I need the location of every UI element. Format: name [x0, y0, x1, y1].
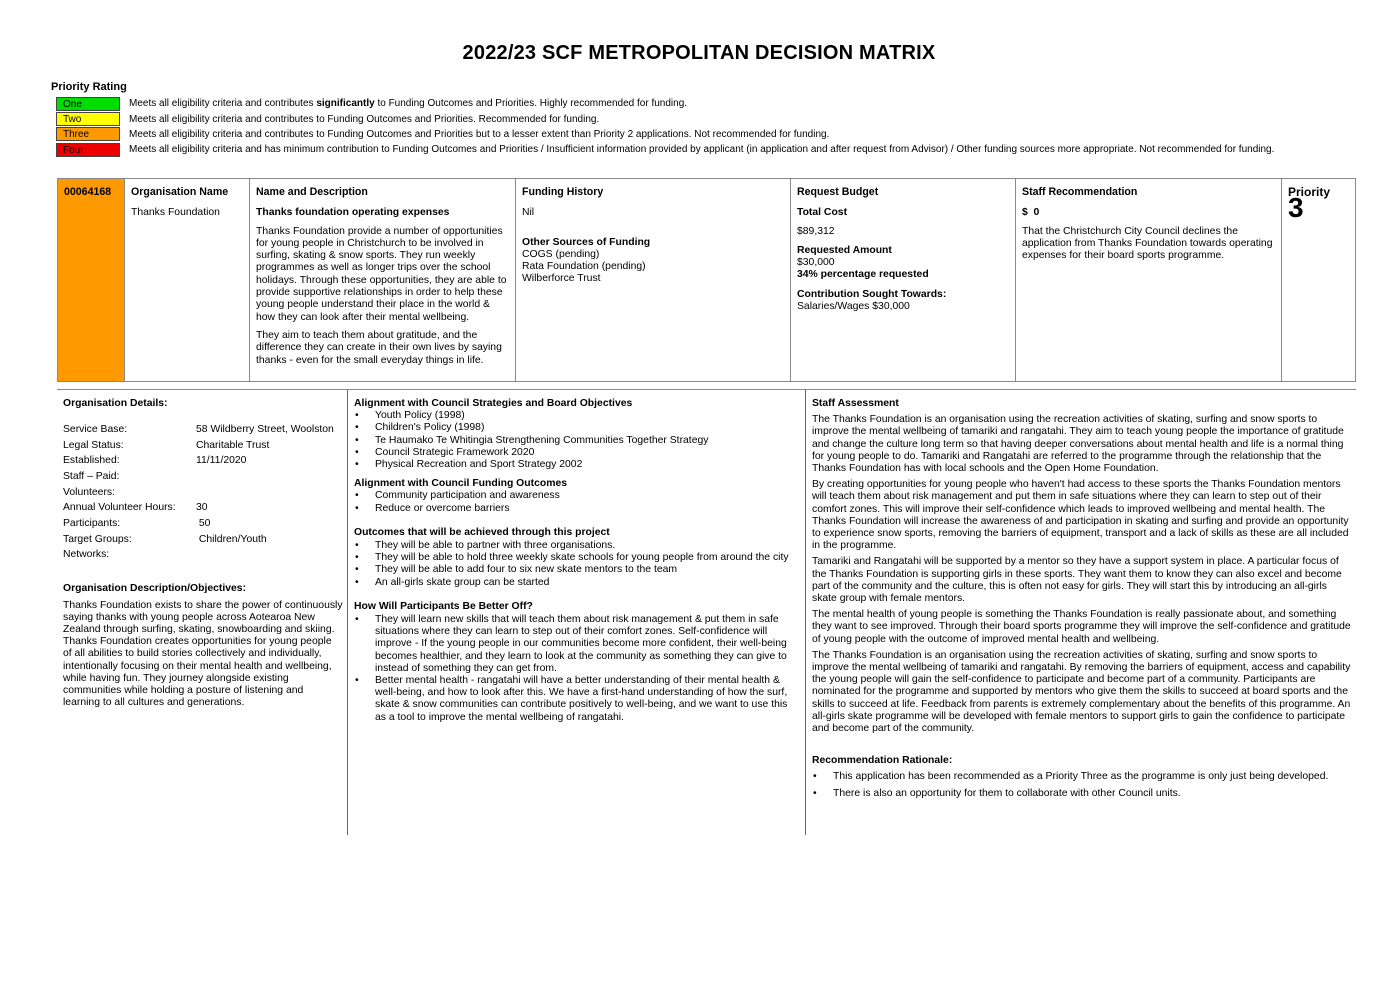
staff-recommendation-text: That the Christchurch City Council declines the application from Thanks Foundation towards operating expenses for their board sports programme.: [1022, 225, 1273, 262]
contribution-label: Contribution Sought Towards:: [797, 288, 947, 300]
assessment-paragraph: The mental health of young people is something the Thanks Foundation is really passionate about, and something they want to see improved. Through their board sports programme they will improve the self-confidence and gratitude of young people with the outcome of improved mental health and wellbeing.: [812, 609, 1351, 645]
list-item: • Te Haumako Te Whitingia Strengthening Communities Together Strategy: [354, 435, 800, 447]
strategies-heading: Alignment with Council Strategies and Board Objectives: [354, 398, 633, 409]
priority-swatch-one: One: [56, 97, 120, 111]
better-off-heading: How Will Participants Be Better Off?: [354, 600, 533, 612]
priority-cell: [1282, 179, 1355, 381]
priority-rating-legend: [56, 96, 1274, 158]
assessment-paragraph: The Thanks Foundation is an organisation using the recreation activities of skating, surfing and snow sports to improve the mental wellbeing of tamariki and rangatahi. They aim to teach young people the importance of gratitude and change the culture long term so that having deeper conversations about mental health and life is a normal thing for young people to do. Tamariki and Rangatahi are referred to the programme through the relationship that the Thanks Foundation has with local schools and the Open Home Foundation.: [812, 414, 1344, 475]
detail-row: Target Groups: Children/Youth: [63, 533, 267, 545]
staff-recommendation-amount: $ 0: [1022, 207, 1040, 219]
project-name: Thanks foundation operating expenses: [256, 207, 450, 219]
other-source-item: Wilberforce Trust: [522, 273, 601, 285]
funding-history-cell: [516, 179, 791, 381]
priority-rating-heading: Priority Rating: [51, 81, 127, 93]
list-item: • They will be able to add four to six new skate mentors to the team: [354, 564, 800, 576]
rationale-list: [812, 771, 1352, 799]
assessment-paragraph: By creating opportunities for young people who haven't had access to these sports the Thanks Foundation mentors will teach them about risk management and put them in safe situations where they can learn to step out of their comfort zones. This will improve their self-confidence which leads to improved wellbeing and mental health. The Thanks Foundation will increase the awareness of and participation in skating and surfing and provide an opportunity to experience snow sports, removing the barriers of equipment, transport and a lack of skills as these are all included in the programme.: [812, 479, 1349, 552]
other-source-item: Rata Foundation (pending): [522, 261, 646, 273]
list-item: • An all-girls skate group can be started: [354, 577, 800, 589]
funding-outcomes-list: [354, 490, 800, 514]
list-item: • Community participation and awareness: [354, 490, 800, 502]
detail-row: Established: 11/11/2020: [63, 455, 247, 467]
alignment-section: [354, 398, 800, 724]
organisation-details-heading: Organisation Details:: [63, 398, 168, 409]
request-budget-heading: Request Budget: [797, 186, 879, 198]
contribution-value: Salaries/Wages $30,000: [797, 301, 910, 313]
name-description-cell: [250, 179, 516, 381]
page-title: 2022/23 SCF METROPOLITAN DECISION MATRIX: [462, 42, 936, 64]
organisation-name-heading: Organisation Name: [131, 186, 229, 198]
priority-row-one: [56, 96, 1274, 111]
priority-value: 3: [1288, 192, 1304, 224]
column-divider-2: [805, 390, 806, 835]
detail-row: Staff – Paid:: [63, 471, 120, 482]
requested-amount-value: $30,000: [797, 257, 835, 269]
organisation-name-cell: [125, 179, 250, 381]
organisation-description: Thanks Foundation exists to share the power of continuously saying thanks with young people across Aotearoa New Zealand through surfing, skating, snowboarding and skiing. Thanks Foundation creates opportunities for young people of all abilities to build stories collectively and individually, intentionally focusing on their mental health and wellbeing, while having fun. They journey alongside existing communities while holding a posture of listening and learning to all cultures and generations.: [63, 599, 343, 709]
priority-swatch-four: Four: [56, 143, 120, 157]
strategies-list: [354, 410, 800, 471]
project-description-2: They aim to teach them about gratitude, and the difference they can create in their own lives by saying thanks - even for the small everyday things in life.: [256, 329, 502, 366]
section-divider: [57, 389, 1356, 390]
list-item: • This application has been recommended as a Priority Three as the programme is only just being developed.: [812, 771, 1352, 783]
staff-recommendation-heading: Staff Recommendation: [1022, 186, 1138, 198]
funding-history-value: Nil: [522, 207, 535, 219]
funding-outcomes-heading: Alignment with Council Funding Outcomes: [354, 478, 567, 490]
staff-recommendation-cell: [1016, 179, 1282, 381]
name-description-heading: Name and Description: [256, 186, 368, 198]
detail-row: Service Base: 58 Wildberry Street, Woolston: [63, 423, 334, 435]
priority-desc-three: Meets all eligibility criteria and contributes to Funding Outcomes and Priorities but to a lesser extent than Priority 2 applications. Not recommended for funding.: [129, 128, 830, 140]
list-item: • They will learn new skills that will teach them about risk management & put them in safe situations where they can learn to step out of their comfort zones. Self-confidence will improve - If the young people in our communities become more confident, their well-being becomes healthier, and they learn to look at the community as something they can give to instead of something they can get from.: [354, 614, 794, 675]
requested-amount-label: Requested Amount: [797, 244, 892, 256]
other-sources-heading: Other Sources of Funding: [522, 236, 651, 248]
funding-history-heading: Funding History: [522, 186, 604, 198]
application-id: 00064168: [64, 186, 112, 198]
list-item: • Youth Policy (1998): [354, 410, 800, 422]
list-item: • Physical Recreation and Sport Strategy 2002: [354, 459, 800, 471]
detail-row: Legal Status: Charitable Trust: [63, 439, 270, 451]
priority-desc-two: Meets all eligibility criteria and contributes to Funding Outcomes and Priorities. Recommended for funding.: [129, 113, 600, 125]
priority-desc-one: Meets all eligibility criteria and contributes significantly to Funding Outcomes and Priorities. Highly recommended for funding.: [129, 98, 688, 110]
priority-row-two: [56, 111, 1274, 126]
request-budget-cell: [791, 179, 1016, 381]
staff-assessment-heading: Staff Assessment: [812, 398, 899, 409]
assessment-paragraph: The Thanks Foundation is an organisation using the recreation activities of skating, surfing and snow sports to improve the mental wellbeing of tamariki and rangatahi. By removing the barriers of equipment, access and capability the young people will gain the self-confidence to participate and become part of a community. Participants are nominated for the programme and supported by mentors who give them the skills to succeed at board sports and the skills to succeed at life. Feedback from parents is extremely complementary about the benefits of this programme. An all-girls skate programme will be developed with female mentors to support girls to gain the confidence to participate and become part of the community.: [812, 649, 1351, 735]
staff-assessment-section: [812, 398, 1352, 800]
list-item: • Children's Policy (1998): [354, 422, 800, 434]
detail-row: Networks:: [63, 549, 110, 561]
priority-heading: Priority: [1288, 185, 1331, 199]
list-item: • They will be able to partner with three organisations.: [354, 540, 800, 552]
application-summary-table: [57, 178, 1356, 382]
priority-swatch-two: Two: [56, 112, 120, 126]
list-item: • There is also an opportunity for them to collaborate with other Council units.: [812, 788, 1352, 800]
assessment-paragraph: Tamariki and Rangatahi will be supported by a mentor so they have a support system in place. A particular focus of the Thanks Foundation is supporting girls in these sports. They want them to know they can also excel and become part of the community and the culture, this is often not easy for girls. They will start this by introducing an all-girls skate group with female mentors.: [812, 556, 1342, 605]
outcomes-achieved-list: [354, 540, 800, 589]
total-cost-label: Total Cost: [797, 207, 848, 219]
organisation-details-section: [63, 398, 343, 709]
priority-row-four: [56, 142, 1274, 157]
column-divider-1: [347, 390, 348, 835]
percentage-requested: 34% percentage requested: [797, 269, 929, 281]
list-item: • Reduce or overcome barriers: [354, 503, 800, 515]
priority-row-three: [56, 127, 1274, 142]
priority-swatch-three: Three: [56, 127, 120, 141]
detail-row: Participants: 50: [63, 518, 211, 530]
list-item: • They will be able to hold three weekly skate schools for young people from around the city: [354, 552, 800, 564]
priority-desc-four: Meets all eligibility criteria and has minimum contribution to Funding Outcomes and Priorities / Insufficient information provided by applicant (in application and after request from Advisor) / Other funding sources more appropriate. Not recommended for funding.: [129, 144, 1275, 156]
rationale-heading: Recommendation Rationale:: [812, 755, 953, 767]
outcomes-achieved-heading: Outcomes that will be achieved through this project: [354, 526, 610, 538]
organisation-description-heading: Organisation Description/Objectives:: [63, 583, 247, 595]
list-item: • Better mental health - rangatahi will have a better understanding of their mental health & well-being, and how to look after this. We have a first-hand understanding of how the surf, skate & snow communities can contribute positively to well-being, and we want to use this as a tool to improve the mental wellbeing of rangatahi.: [354, 675, 794, 724]
list-item: • Council Strategic Framework 2020: [354, 447, 800, 459]
total-cost-value: $89,312: [797, 225, 835, 237]
project-description-1: Thanks Foundation provide a number of opportunities for young people in Christchurch to be involved in surfing, skating & snow sports. They run weekly programmes as well as longer trips over the school holidays. Through these opportunities, they are able to provide supportive relationships in order to help these young people understand their place in the world & how they can look after their mental wellbeing.: [256, 225, 507, 323]
application-id-cell: [58, 179, 125, 381]
detail-row: Annual Volunteer Hours: 30: [63, 502, 208, 514]
detail-row: Volunteers:: [63, 486, 115, 498]
organisation-name: Thanks Foundation: [131, 207, 220, 219]
other-source-item: COGS (pending): [522, 248, 600, 260]
better-off-list: [354, 614, 794, 724]
